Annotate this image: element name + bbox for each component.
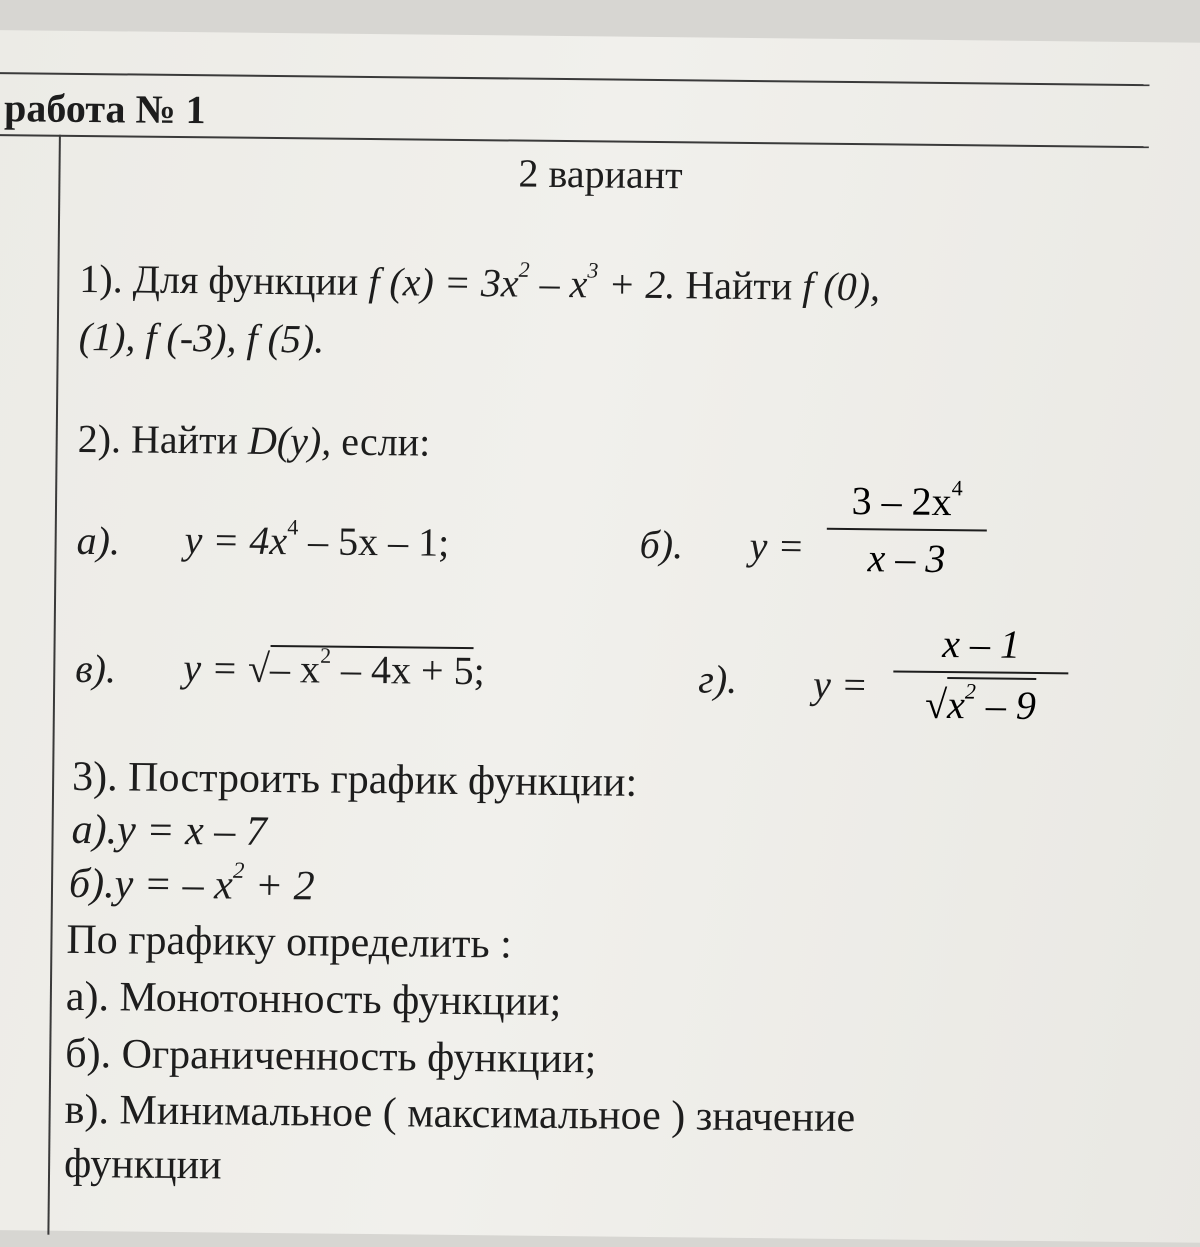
task2-b-denominator: x – 3 xyxy=(867,535,946,582)
fraction-bar xyxy=(827,528,987,532)
task2-g-denominator: $√x^2 - 9$ xyxy=(924,678,1037,728)
task3-item-boundedness: б). Ограниченность функции; xyxy=(65,1030,597,1083)
task2-b-numerator: $3 - 2x^4$ xyxy=(851,475,963,525)
top-rule xyxy=(0,72,1149,86)
task2-g-fraction xyxy=(893,619,1069,729)
radical-body: – $x^2 - 4x + 5$ xyxy=(269,642,474,694)
title-rule xyxy=(0,134,1149,148)
task1-function: f $(x) = 3x^2 - x^3 + 2$. xyxy=(368,256,686,308)
task2-b-fraction xyxy=(826,477,987,583)
task3-determine: По графику определить : xyxy=(66,916,513,968)
task1-find: Найти xyxy=(685,262,803,309)
task2-a-label: а). xyxy=(76,517,121,564)
task3-item-monotonicity: а). Монотонность функции; xyxy=(65,973,562,1026)
task3-item-b: б).y = – $x^2 + 2$ xyxy=(68,856,315,910)
task2-g-lhs: y = xyxy=(812,661,869,708)
task3-item-minmax: в). Минимальное ( максимальное ) значение xyxy=(64,1086,856,1142)
task3-heading: 3). Построить график функции: xyxy=(71,753,638,806)
task2-g-numerator: x – 1 xyxy=(942,621,1021,667)
worksheet-paper xyxy=(0,30,1200,1243)
task1-prefix: 1). Для функции xyxy=(79,255,369,304)
task2-a-expression: $y = 4x^4 - 5x - 1$; xyxy=(184,514,450,565)
task2-v-expression: y = √– $x^2 - 4x + 5$; xyxy=(183,642,485,694)
task2-b-label: б). xyxy=(639,521,684,568)
task3-item-last: функции xyxy=(63,1140,222,1189)
variant-label: 2 вариант xyxy=(518,150,683,198)
worksheet-title: работа № 1 xyxy=(3,85,206,133)
task3-item-a: а).y = x – 7 xyxy=(71,806,267,855)
task1-values: f (0), xyxy=(802,263,881,310)
task2-v-label: в). xyxy=(75,645,117,692)
task2-g-label: г). xyxy=(698,656,738,702)
fraction-bar xyxy=(893,670,1068,674)
left-border xyxy=(47,135,61,1235)
task1-line1 xyxy=(79,255,881,310)
task2-b-lhs: y = xyxy=(749,522,805,569)
task2-heading: 2). Найти D(y), если: xyxy=(77,415,431,465)
task1-line2: (1), f (-3), f (5). xyxy=(78,313,325,362)
